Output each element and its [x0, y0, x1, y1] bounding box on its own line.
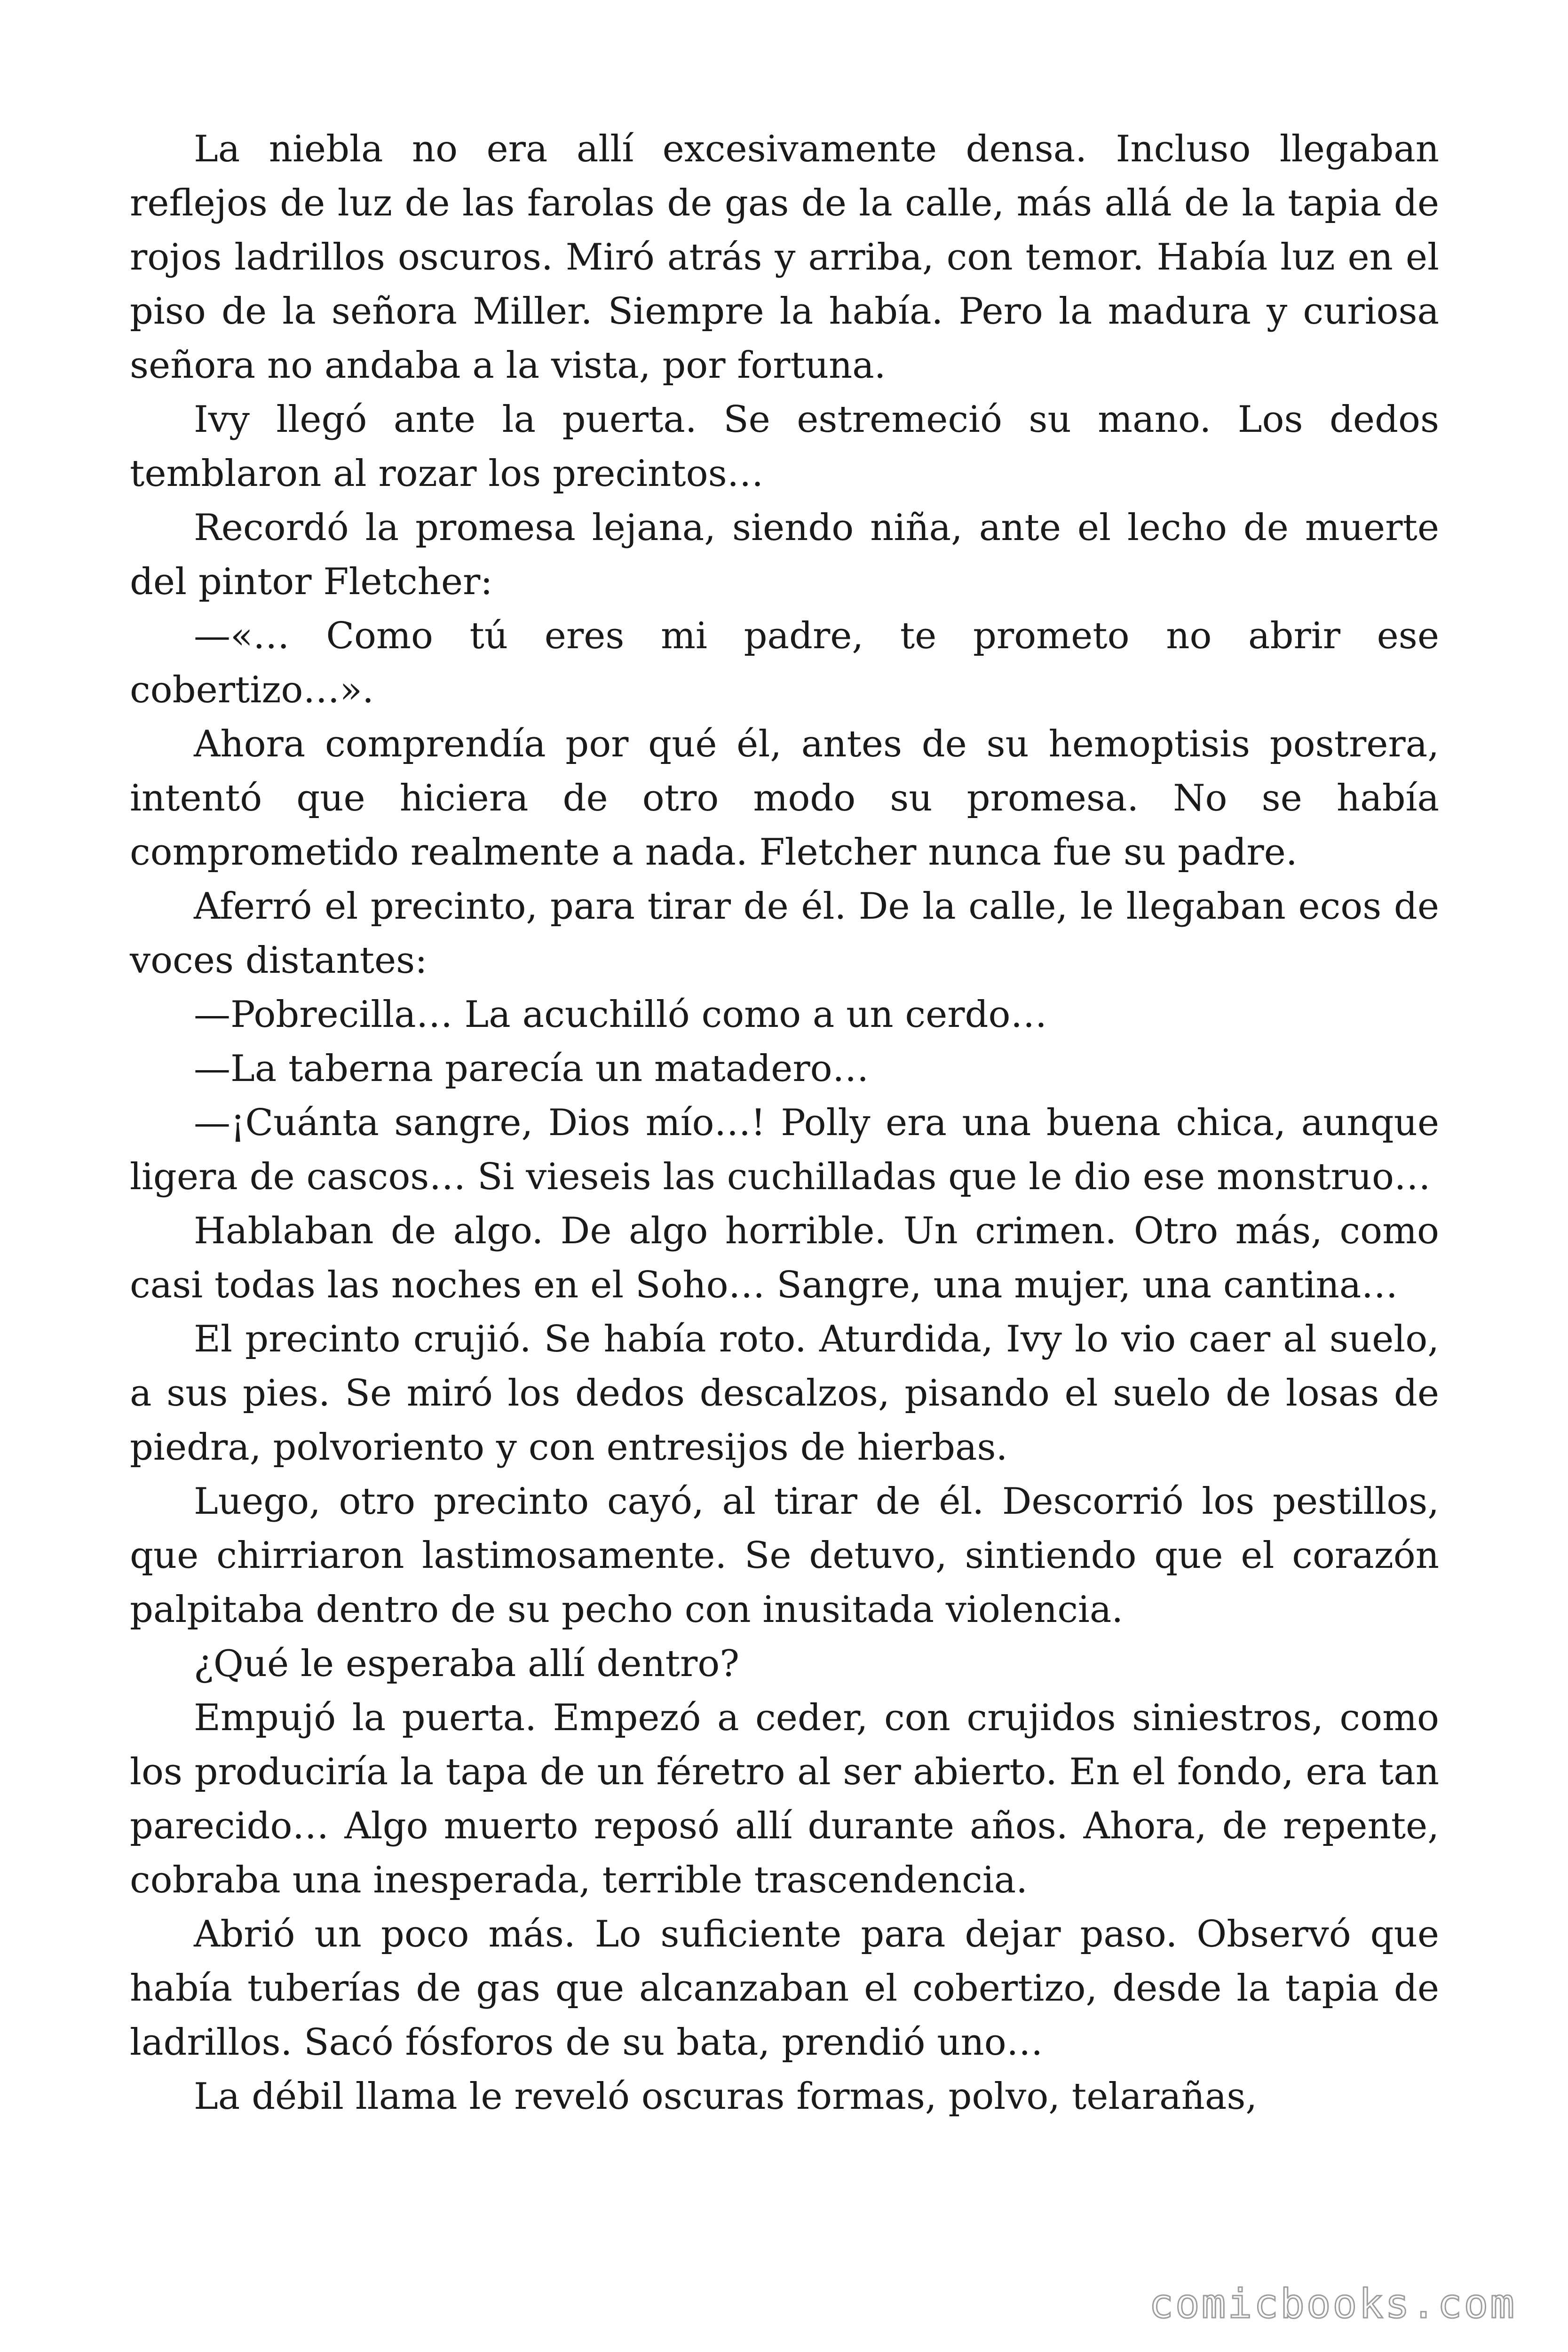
paragraph: Aferró el precinto, para tirar de él. De la calle, le llegaban ecos de voces distantes:	[130, 885, 1439, 982]
paragraph: El precinto crujió. Se había roto. Aturdida, Ivy lo vio caer al suelo, a sus pies. Se miró los dedos descalzos, pisando el suelo de losas de piedra, polvoriento y con entresijos de hierbas.	[130, 1318, 1439, 1469]
paragraph: Abrió un poco más. Lo suficiente para dejar paso. Observó que había tuberías de gas que alcanzaban el cobertizo, desde la tapia de ladrillos. Sacó fósforos de su bata, prendió uno…	[130, 1913, 1439, 2064]
paragraph: —Pobrecilla… La acuchilló como a un cerdo…	[194, 993, 1047, 1036]
paragraph: La débil llama le reveló oscuras formas, polvo, telarañas,	[194, 2075, 1258, 2118]
paragraph: Hablaban de algo. De algo horrible. Un crimen. Otro más, como casi todas las noches en el Soho… Sangre, una mujer, una cantina…	[130, 1210, 1439, 1306]
paragraph: —La taberna parecía un matadero…	[194, 1048, 869, 1090]
paragraph: —¡Cuánta sangre, Dios mío…! Polly era una buena chica, aunque ligera de cascos… Si vieseis las cuchilladas que le dio ese monstruo…	[130, 1102, 1439, 1198]
site-watermark: comicbooks.com	[1149, 2280, 1516, 2328]
paragraph: ¿Qué le esperaba allí dentro?	[194, 1643, 740, 1685]
paragraph: Empujó la puerta. Empezó a ceder, con crujidos siniestros, como los produciría la tapa de un féretro al ser abierto. En el fondo, era tan parecido… Algo muerto reposó allí durante años. Ahora, de repente, cobraba una inesperada, terrible trascendencia.	[130, 1697, 1439, 1901]
paragraph: Ivy llegó ante la puerta. Se estremeció su mano. Los dedos temblaron al rozar los precintos…	[130, 398, 1439, 495]
paragraph: Ahora comprendía por qué él, antes de su hemoptisis postrera, intentó que hiciera de otro modo su promesa. No se había comprometido realmente a nada. Fletcher nunca fue su padre.	[130, 723, 1439, 874]
paragraph: La niebla no era allí excesivamente densa. Incluso llegaban reflejos de luz de las farolas de gas de la calle, más allá de la tapia de rojos ladrillos oscuros. Miró atrás y arriba, con temor. Había luz en el piso de la señora Miller. Siempre la había. Pero la madura y curiosa señora no andaba a la vista, por fortuna.	[130, 128, 1439, 387]
paragraph: Luego, otro precinto cayó, al tirar de él. Descorrió los pestillos, que chirriaron lastimosamente. Se detuvo, sintiendo que el corazón palpitaba dentro de su pecho con inusitada violencia.	[130, 1480, 1439, 1631]
paragraph: Recordó la promesa lejana, siendo niña, ante el lecho de muerte del pintor Fletcher:	[130, 507, 1439, 603]
paragraph: —«… Como tú eres mi padre, te prometo no abrir ese cobertizo…».	[130, 615, 1439, 711]
book-page-text	[130, 122, 1439, 2124]
